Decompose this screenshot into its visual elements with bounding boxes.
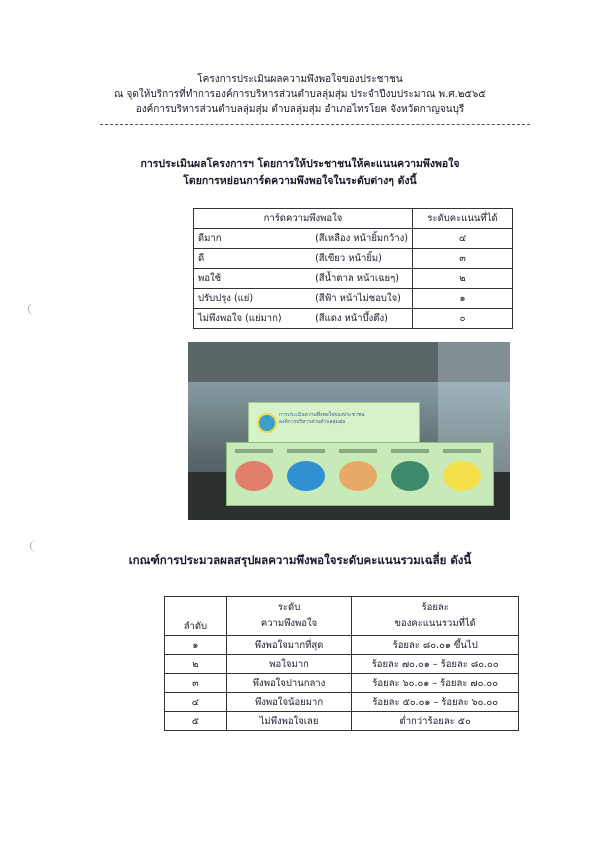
order-column-header: ลำดับ: [165, 597, 227, 636]
green-smile-face-icon: [391, 461, 429, 491]
card-score: ๓: [412, 249, 512, 269]
satisfaction-level: พึงพอใจมากที่สุด: [226, 636, 352, 655]
row-number: ๓: [165, 674, 227, 693]
intro-line-2: โดยการหย่อนการ์ดความพึงพอใจในระดับต่างๆ ดังนี้: [183, 175, 417, 187]
criteria-title: เกณฑ์การประมวลผลสรุปผลความพึงพอใจระดับคะแนนรวมเฉลี่ย ดังนี้: [128, 553, 472, 567]
percent-range: ร้อยละ ๕๐.๐๑ – ร้อยละ ๖๐.๐๐: [352, 693, 519, 712]
card-description: (สีเหลือง หน้ายิ้มกว้าง): [311, 229, 412, 249]
header-line-2: ณ จุดให้บริการที่ทำการองค์การบริหารส่วนตำบลลุ่มสุ่ม ประจำปีงบประมาณ พ.ศ.๒๕๖๕: [114, 89, 486, 100]
card-description: (สีน้ำตาล หน้าเฉยๆ): [311, 269, 412, 289]
dashed-divider: [100, 124, 530, 125]
score-column-header: ระดับคะแนนที่ได้: [412, 209, 512, 229]
percent-column-header: [352, 597, 519, 636]
table-row: [194, 229, 513, 249]
percent-range: ร้อยละ ๗๐.๐๑ – ร้อยละ ๘๐.๐๐: [352, 655, 519, 674]
ballot-box-photo: [188, 342, 510, 520]
percent-range: ต่ำกว่าร้อยละ ๕๐: [352, 712, 519, 731]
card-score: ๑: [412, 289, 512, 309]
table-row: [165, 655, 519, 674]
blue-unhappy-face-icon: [287, 461, 325, 491]
document-header: [0, 72, 600, 117]
percent-range: ร้อยละ ๘๐.๐๑ ขึ้นไป: [352, 636, 519, 655]
table-header-row: [194, 209, 513, 229]
table-row: [165, 693, 519, 712]
organization-logo-icon: [257, 413, 277, 433]
table-row: [194, 289, 513, 309]
brown-neutral-face-icon: [339, 461, 377, 491]
table-row: [194, 269, 513, 289]
satisfaction-level: พึงพอใจปานกลาง: [226, 674, 352, 693]
intro-line-1: การประเมินผลโครงการฯ โดยการให้ประชาชนให้คะแนนความพึงพอใจ: [140, 158, 460, 170]
card-score: ๔: [412, 229, 512, 249]
satisfaction-level: พึงพอใจน้อยมาก: [226, 693, 352, 712]
card-description: (สีแดง หน้าบึ้งตึง): [311, 309, 412, 329]
card-score: ๐: [412, 309, 512, 329]
table-row: [165, 636, 519, 655]
card-name: ดี: [194, 249, 312, 269]
criteria-table: [164, 596, 519, 731]
percent-range: ร้อยละ ๖๐.๐๑ – ร้อยละ ๗๐.๐๐: [352, 674, 519, 693]
row-number: ๔: [165, 693, 227, 712]
table-row: [165, 674, 519, 693]
level-column-header: [226, 597, 352, 636]
level-header-line-2: ความพึงพอใจ: [260, 618, 318, 629]
header-line-3: องค์การบริหารส่วนตำบลลุ่มสุ่ม ตำบลลุ่มสุ่ม อำเภอไทรโยค จังหวัดกาญจนบุรี: [135, 104, 465, 115]
table-row: [194, 309, 513, 329]
satisfaction-level: พอใจมาก: [226, 655, 352, 674]
header-line-1: โครงการประเมินผลความพึงพอใจของประชาชน: [197, 74, 403, 85]
box-label: [279, 412, 365, 426]
percent-header-line-2: ของคะแนนรวมที่ได้: [394, 618, 476, 629]
card-name: ปรับปรุง (แย่): [194, 289, 312, 309]
row-number: ๕: [165, 712, 227, 731]
ballot-box-front-panel: [226, 442, 494, 506]
card-name: ดีมาก: [194, 229, 312, 249]
yellow-big-smile-face-icon: [443, 461, 481, 491]
punch-hole-mark: [30, 540, 43, 552]
table-row: [165, 712, 519, 731]
box-label-line-1: การประเมินความพึงพอใจของประชาชน: [279, 412, 365, 418]
ballot-box-top-panel: [248, 402, 420, 446]
satisfaction-card-table: [193, 208, 513, 329]
satisfaction-level: ไม่พึงพอใจเลย: [226, 712, 352, 731]
intro-text: [0, 156, 600, 190]
punch-hole-mark: [28, 303, 41, 315]
box-label-line-2: องค์การบริหารส่วนตำบลลุ่มสุ่ม: [279, 419, 346, 425]
card-name: พอใช้: [194, 269, 312, 289]
card-score: ๒: [412, 269, 512, 289]
card-name: ไม่พึงพอใจ (แย่มาก): [194, 309, 312, 329]
card-column-header: การ์ดความพึงพอใจ: [194, 209, 413, 229]
row-number: ๒: [165, 655, 227, 674]
card-description: (สีเขียว หน้ายิ้ม): [311, 249, 412, 269]
table-header-row: [165, 597, 519, 636]
red-angry-face-icon: [235, 461, 273, 491]
card-description: (สีฟ้า หน้าไม่ชอบใจ): [311, 289, 412, 309]
level-header-line-1: ระดับ: [277, 602, 301, 613]
table-row: [194, 249, 513, 269]
percent-header-line-1: ร้อยละ: [421, 602, 449, 613]
row-number: ๑: [165, 636, 227, 655]
